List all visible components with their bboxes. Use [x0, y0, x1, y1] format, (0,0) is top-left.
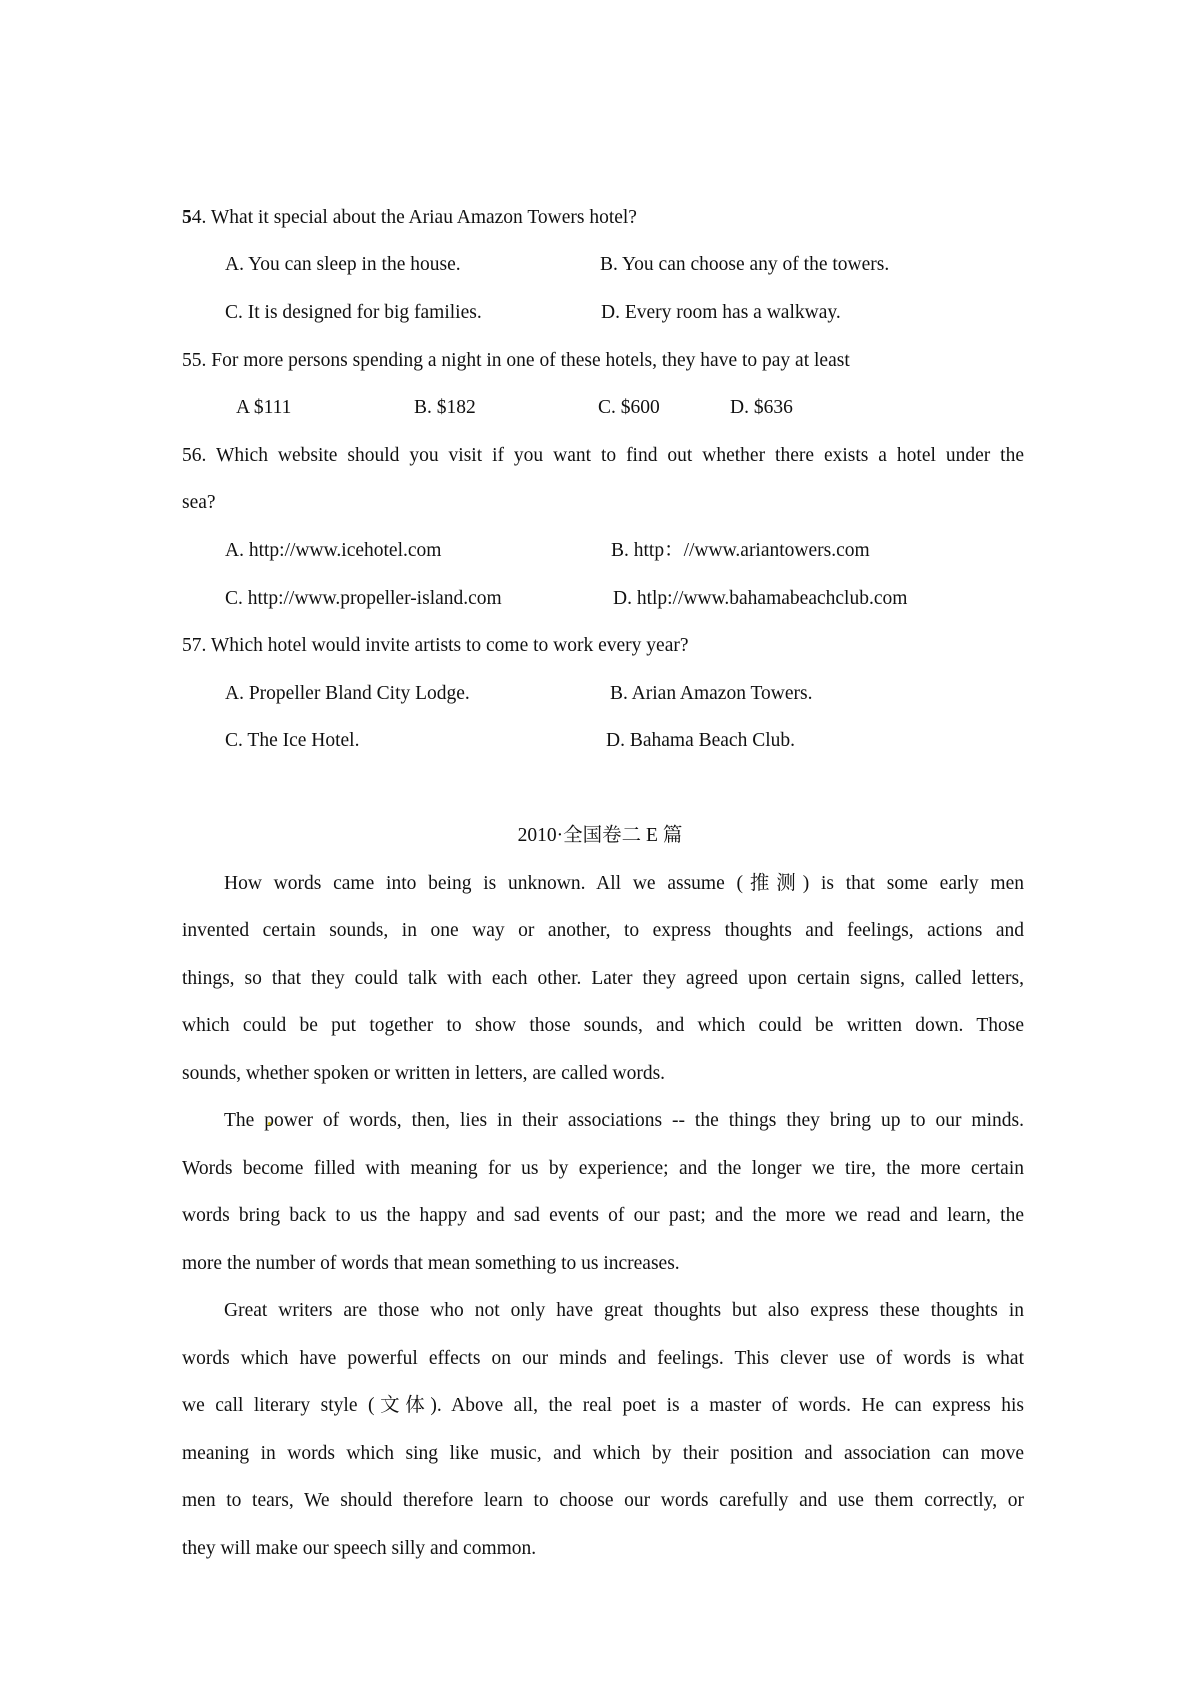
- question-56-stem-line-2: sea?: [182, 492, 216, 513]
- question-56-stem-line-1: 56. Which website should you visit if you want to find out whether there exists a hotel under the: [182, 445, 1024, 466]
- paragraph-3-line-4: meaning in words which sing like music, and which by their position and association can move: [182, 1443, 1024, 1464]
- question-57-option-b: B. Arian Amazon Towers.: [610, 683, 813, 704]
- question-54-option-b: B. You can choose any of the towers.: [600, 254, 890, 275]
- paragraph-1-line-1: How words came into being is unknown. All we assume (推测) is that some early men: [224, 873, 1024, 894]
- question-57-stem: 57. Which hotel would invite artists to come to work every year?: [182, 635, 689, 656]
- question-56-option-b: B. http：//www.ariantowers.com: [611, 540, 870, 561]
- question-55-stem: 55. For more persons spending a night in one of these hotels, they have to pay at least: [182, 350, 850, 371]
- question-55-option-d: D. $636: [730, 397, 793, 418]
- question-56-option-a: A. http://www.icehotel.com: [225, 540, 442, 561]
- question-57-option-d: D. Bahama Beach Club.: [606, 730, 795, 751]
- question-54-stem: [182, 206, 637, 230]
- paragraph-1-line-2: invented certain sounds, in one way or another, to express thoughts and feelings, actions and: [182, 920, 1024, 941]
- paragraph-3-line-1: Great writers are those who not only have great thoughts but also express these thoughts in: [224, 1300, 1024, 1321]
- question-57-option-a: A. Propeller Bland City Lodge.: [225, 683, 470, 704]
- question-54-number-bold: 5: [182, 207, 192, 228]
- paragraph-3-line-3: we call literary style (文体). Above all, the real poet is a master of words. He can express his: [182, 1395, 1024, 1416]
- question-57-option-c: C. The Ice Hotel.: [225, 730, 360, 751]
- paragraph-1-line-3: things, so that they could talk with each other. Later they agreed upon certain signs, called letters,: [182, 968, 1024, 989]
- question-54-option-a: A. You can sleep in the house.: [225, 254, 461, 275]
- question-55-option-b: B. $182: [414, 397, 476, 418]
- passage-title: 2010·全国卷二 E 篇: [517, 825, 683, 846]
- paragraph-1-line-4: which could be put together to show those sounds, and which could be written down. Those: [182, 1015, 1024, 1036]
- paragraph-2-line-1: The power of words, then, lies in their associations -- the things they bring up to our minds.: [224, 1110, 1024, 1131]
- question-56-option-d: D. htlp://www.bahamabeachclub.com: [613, 588, 908, 609]
- paragraph-3-line-6: they will make our speech silly and common.: [182, 1538, 537, 1559]
- question-55-option-c: C. $600: [598, 397, 660, 418]
- question-54-option-d: D. Every room has a walkway.: [601, 302, 841, 323]
- question-55-option-a: A $111: [236, 397, 292, 418]
- paragraph-1-line-5: sounds, whether spoken or written in letters, are called words.: [182, 1063, 666, 1084]
- paragraph-3-line-2: words which have powerful effects on our minds and feelings. This clever use of words is what: [182, 1348, 1024, 1369]
- question-54-text: 4. What it special about the Ariau Amazon Towers hotel?: [191, 207, 637, 228]
- paragraph-2-line-3: words bring back to us the happy and sad events of our past; and the more we read and learn, the: [182, 1205, 1024, 1226]
- question-56-option-c: C. http://www.propeller-island.com: [225, 588, 502, 609]
- paragraph-2-line-4: more the number of words that mean something to us increases.: [182, 1253, 680, 1274]
- paragraph-2-line-2: Words become filled with meaning for us by experience; and the longer we tire, the more certain: [182, 1158, 1024, 1179]
- question-54-option-c: C. It is designed for big families.: [225, 302, 482, 323]
- paragraph-3-line-5: men to tears, We should therefore learn to choose our words carefully and use them correctly, or: [182, 1490, 1024, 1511]
